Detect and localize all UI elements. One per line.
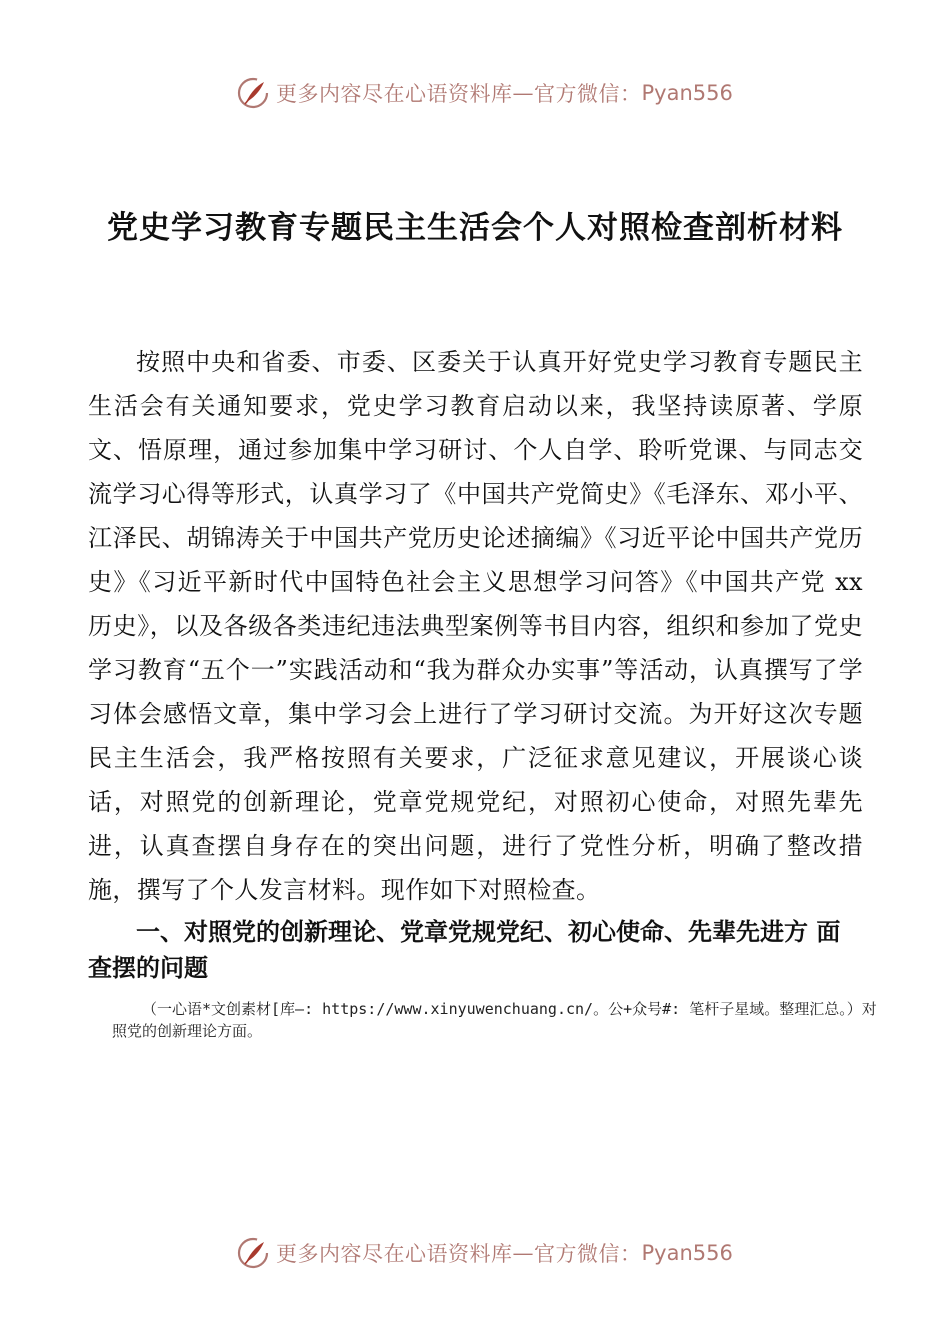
document-title: 党史学习教育专题民主生活会个人对照检查剖析材料 <box>107 210 843 246</box>
section-heading-1: 一、对照党的创新理论、党章党规党纪、初心使命、先辈先进方 面查摆的问题 <box>88 918 841 982</box>
quill-pen-logo-icon <box>236 76 270 110</box>
banner-wechat-label: 官方微信： <box>534 82 642 106</box>
intro-paragraph: 按照中央和省委、市委、区委关于认真开好党史学习教育专题民主生活会有关通知要求，党史学习教育启动以来，我坚持读原著、学原文、悟原理，通过参加集中学习研讨、个人自学、聆听党课、与同志交流学习心得等形式，认真学习了《中国共产党简史》《毛泽东、邓小平、江泽民、胡锦涛关于中国共产党历史论述摘编》《习近平论中国共产党历史》《习近平新时代中国特色社会主义思想学习问答》《中国共产党 xx 历史》，以及各级各类违纪违法典型案例等书目内容，组织和参加了党史学习教育“五个一”实践活动和“我为群众办实事”等活动，认真撰写了学习体会感悟文章，集中学习会上进行了学习研讨交流。为开好这次专题民主生活会，我严格按照有关要求，广泛征求意见建议，开展谈心谈话，对照党的创新理论，党章党规党纪，对照初心使命，对照先辈先进，认真查摆自身存在的突出问题，进行了党性分析，明确了整改措施，撰写了个人发言材料。现作如下对照检查。 <box>88 348 863 904</box>
source-note: （一心语*文创素材[库—: https://www.xinyuwenchuang.cn/。公+众号#: 笔杆子星域。整理汇总。）对照党的创新理论方面。 <box>112 1000 877 1040</box>
banner-wechat-id: Pyan556 <box>641 81 733 105</box>
banner-dash: — <box>512 81 534 105</box>
banner-wechat-label: 官方微信： <box>534 1242 642 1266</box>
quill-pen-logo-icon <box>236 1236 270 1270</box>
banner-wechat-id: Pyan556 <box>641 1241 733 1265</box>
header-banner <box>236 75 733 111</box>
banner-text: 更多内容尽在心语资料库 <box>276 82 513 106</box>
banner-text: 更多内容尽在心语资料库 <box>276 1242 513 1266</box>
footer-banner <box>236 1235 733 1271</box>
banner-dash: — <box>512 1241 534 1265</box>
